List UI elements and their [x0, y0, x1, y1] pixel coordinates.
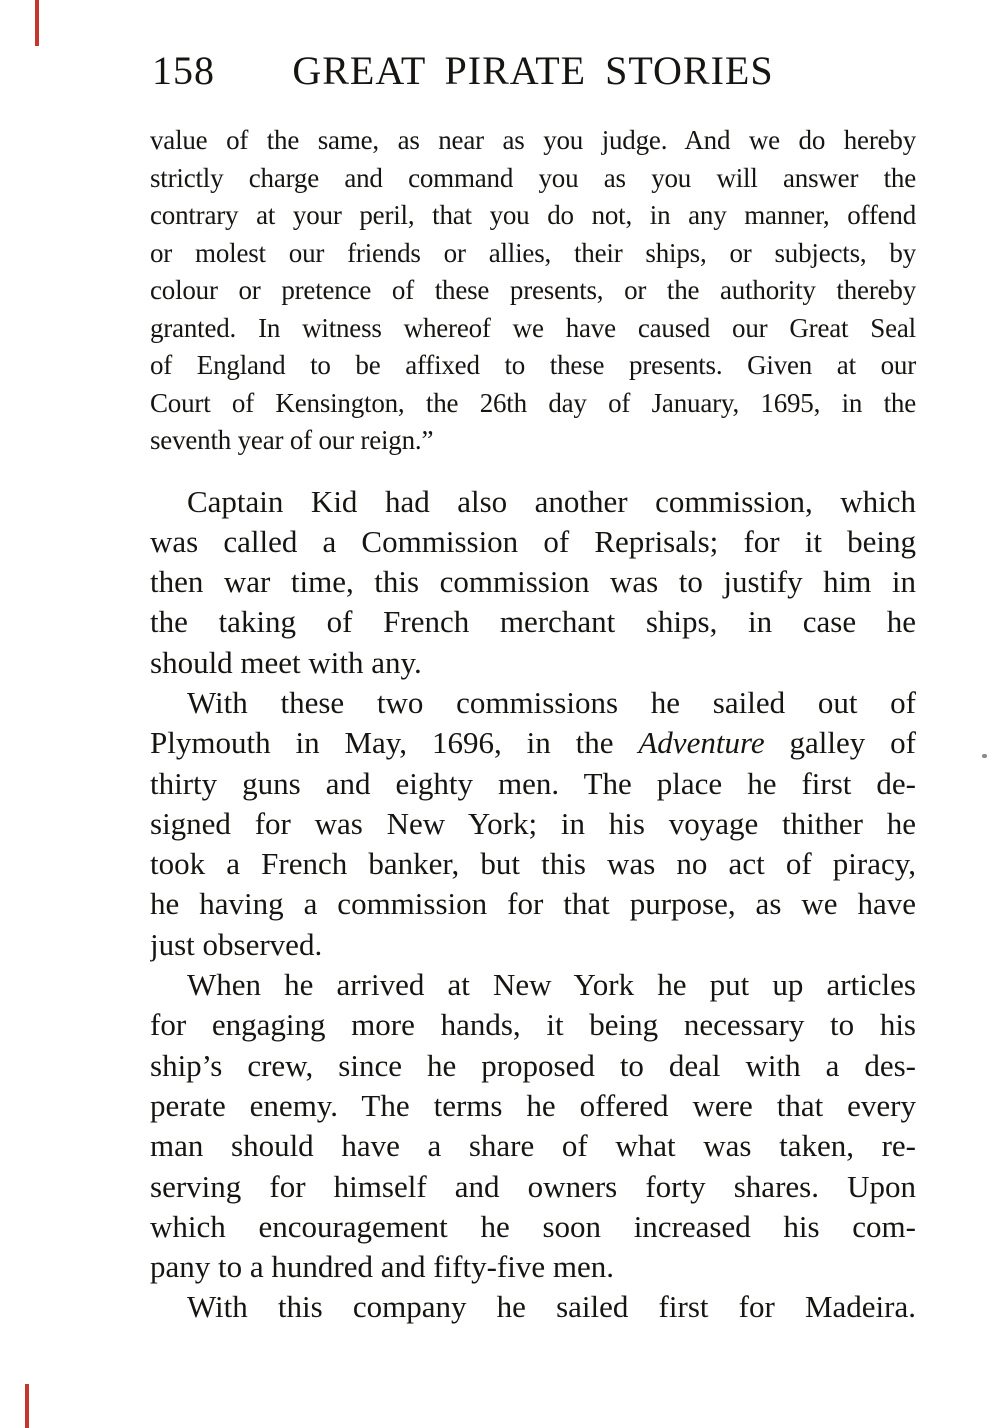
text-line: granted. In witness whereof we have caused our Great Seal: [150, 312, 916, 343]
running-title: GREAT PIRATE STORIES: [292, 48, 774, 93]
paragraph-commission-quote: [150, 122, 916, 460]
ink-speck-right-margin: [982, 754, 987, 758]
text-line: perate enemy. The terms he offered were that every: [150, 1087, 916, 1123]
text-block: [150, 0, 916, 1328]
italic-ship-name: Adventure: [638, 725, 765, 761]
text-line: just observed.: [150, 926, 323, 962]
red-scan-mark-top-left: [35, 0, 39, 46]
text-line: Captain Kid had also another commission, which: [187, 483, 916, 519]
text-line: he having a commission for that purpose, as we have: [150, 886, 916, 922]
text-line: strictly charge and command you as you will answer the: [150, 162, 916, 193]
paragraph-sailed-for-madeira: [150, 1287, 916, 1327]
text-line: With this company he sailed first for Madeira.: [187, 1289, 916, 1325]
text-line: With these two commissions he sailed out of: [187, 684, 916, 720]
text-line: Court of Kensington, the 26th day of January, 1695, in the: [150, 387, 916, 418]
text-line: man should have a share of what was taken, re-: [150, 1128, 916, 1164]
paragraph-captain-kid-second-commission: [150, 482, 916, 683]
page-body: [150, 122, 916, 1328]
text-line: ship’s crew, since he proposed to deal with a des-: [150, 1047, 916, 1083]
text-line: value of the same, as near as you judge. And we do hereby: [150, 125, 916, 155]
text-line: contrary at your peril, that you do not, in any manner, offend: [150, 200, 916, 230]
text-line: signed for was New York; in his voyage thither he: [150, 805, 916, 841]
text-line: thirty guns and eighty men. The place he first de-: [150, 765, 916, 801]
text-line: should meet with any.: [150, 644, 422, 680]
page-header: [150, 50, 916, 92]
text-line: then war time, this commission was to justify him in: [150, 564, 916, 600]
text-line: pany to a hundred and fifty-five men.: [150, 1249, 614, 1285]
text-line: was called a Commission of Reprisals; for it being: [150, 523, 916, 559]
text-line: Plymouth in May, 1696, in the Adventure galley of: [150, 725, 916, 761]
page-number: 158: [152, 48, 215, 93]
text-line: which encouragement he soon increased his com-: [150, 1208, 916, 1244]
paragraph-new-york-articles: [150, 965, 916, 1287]
text-line: for engaging more hands, it being necessary to his: [150, 1007, 916, 1043]
text-line: colour or pretence of these presents, or the authority thereby: [150, 275, 916, 305]
text-line: the taking of French merchant ships, in case he: [150, 604, 916, 640]
text-line: seventh year of our reign.”: [150, 425, 434, 455]
paragraph-sailed-from-plymouth: [150, 683, 916, 965]
text-line: took a French banker, but this was no act of piracy,: [150, 846, 916, 882]
text-line: of England to be affixed to these presents. Given at our: [150, 350, 916, 380]
red-scan-mark-bottom-left: [25, 1384, 29, 1428]
text-line: or molest our friends or allies, their ships, or subjects, by: [150, 237, 916, 268]
text-line: When he arrived at New York he put up articles: [187, 967, 916, 1003]
text-line: serving for himself and owners forty shares. Upon: [150, 1168, 916, 1204]
